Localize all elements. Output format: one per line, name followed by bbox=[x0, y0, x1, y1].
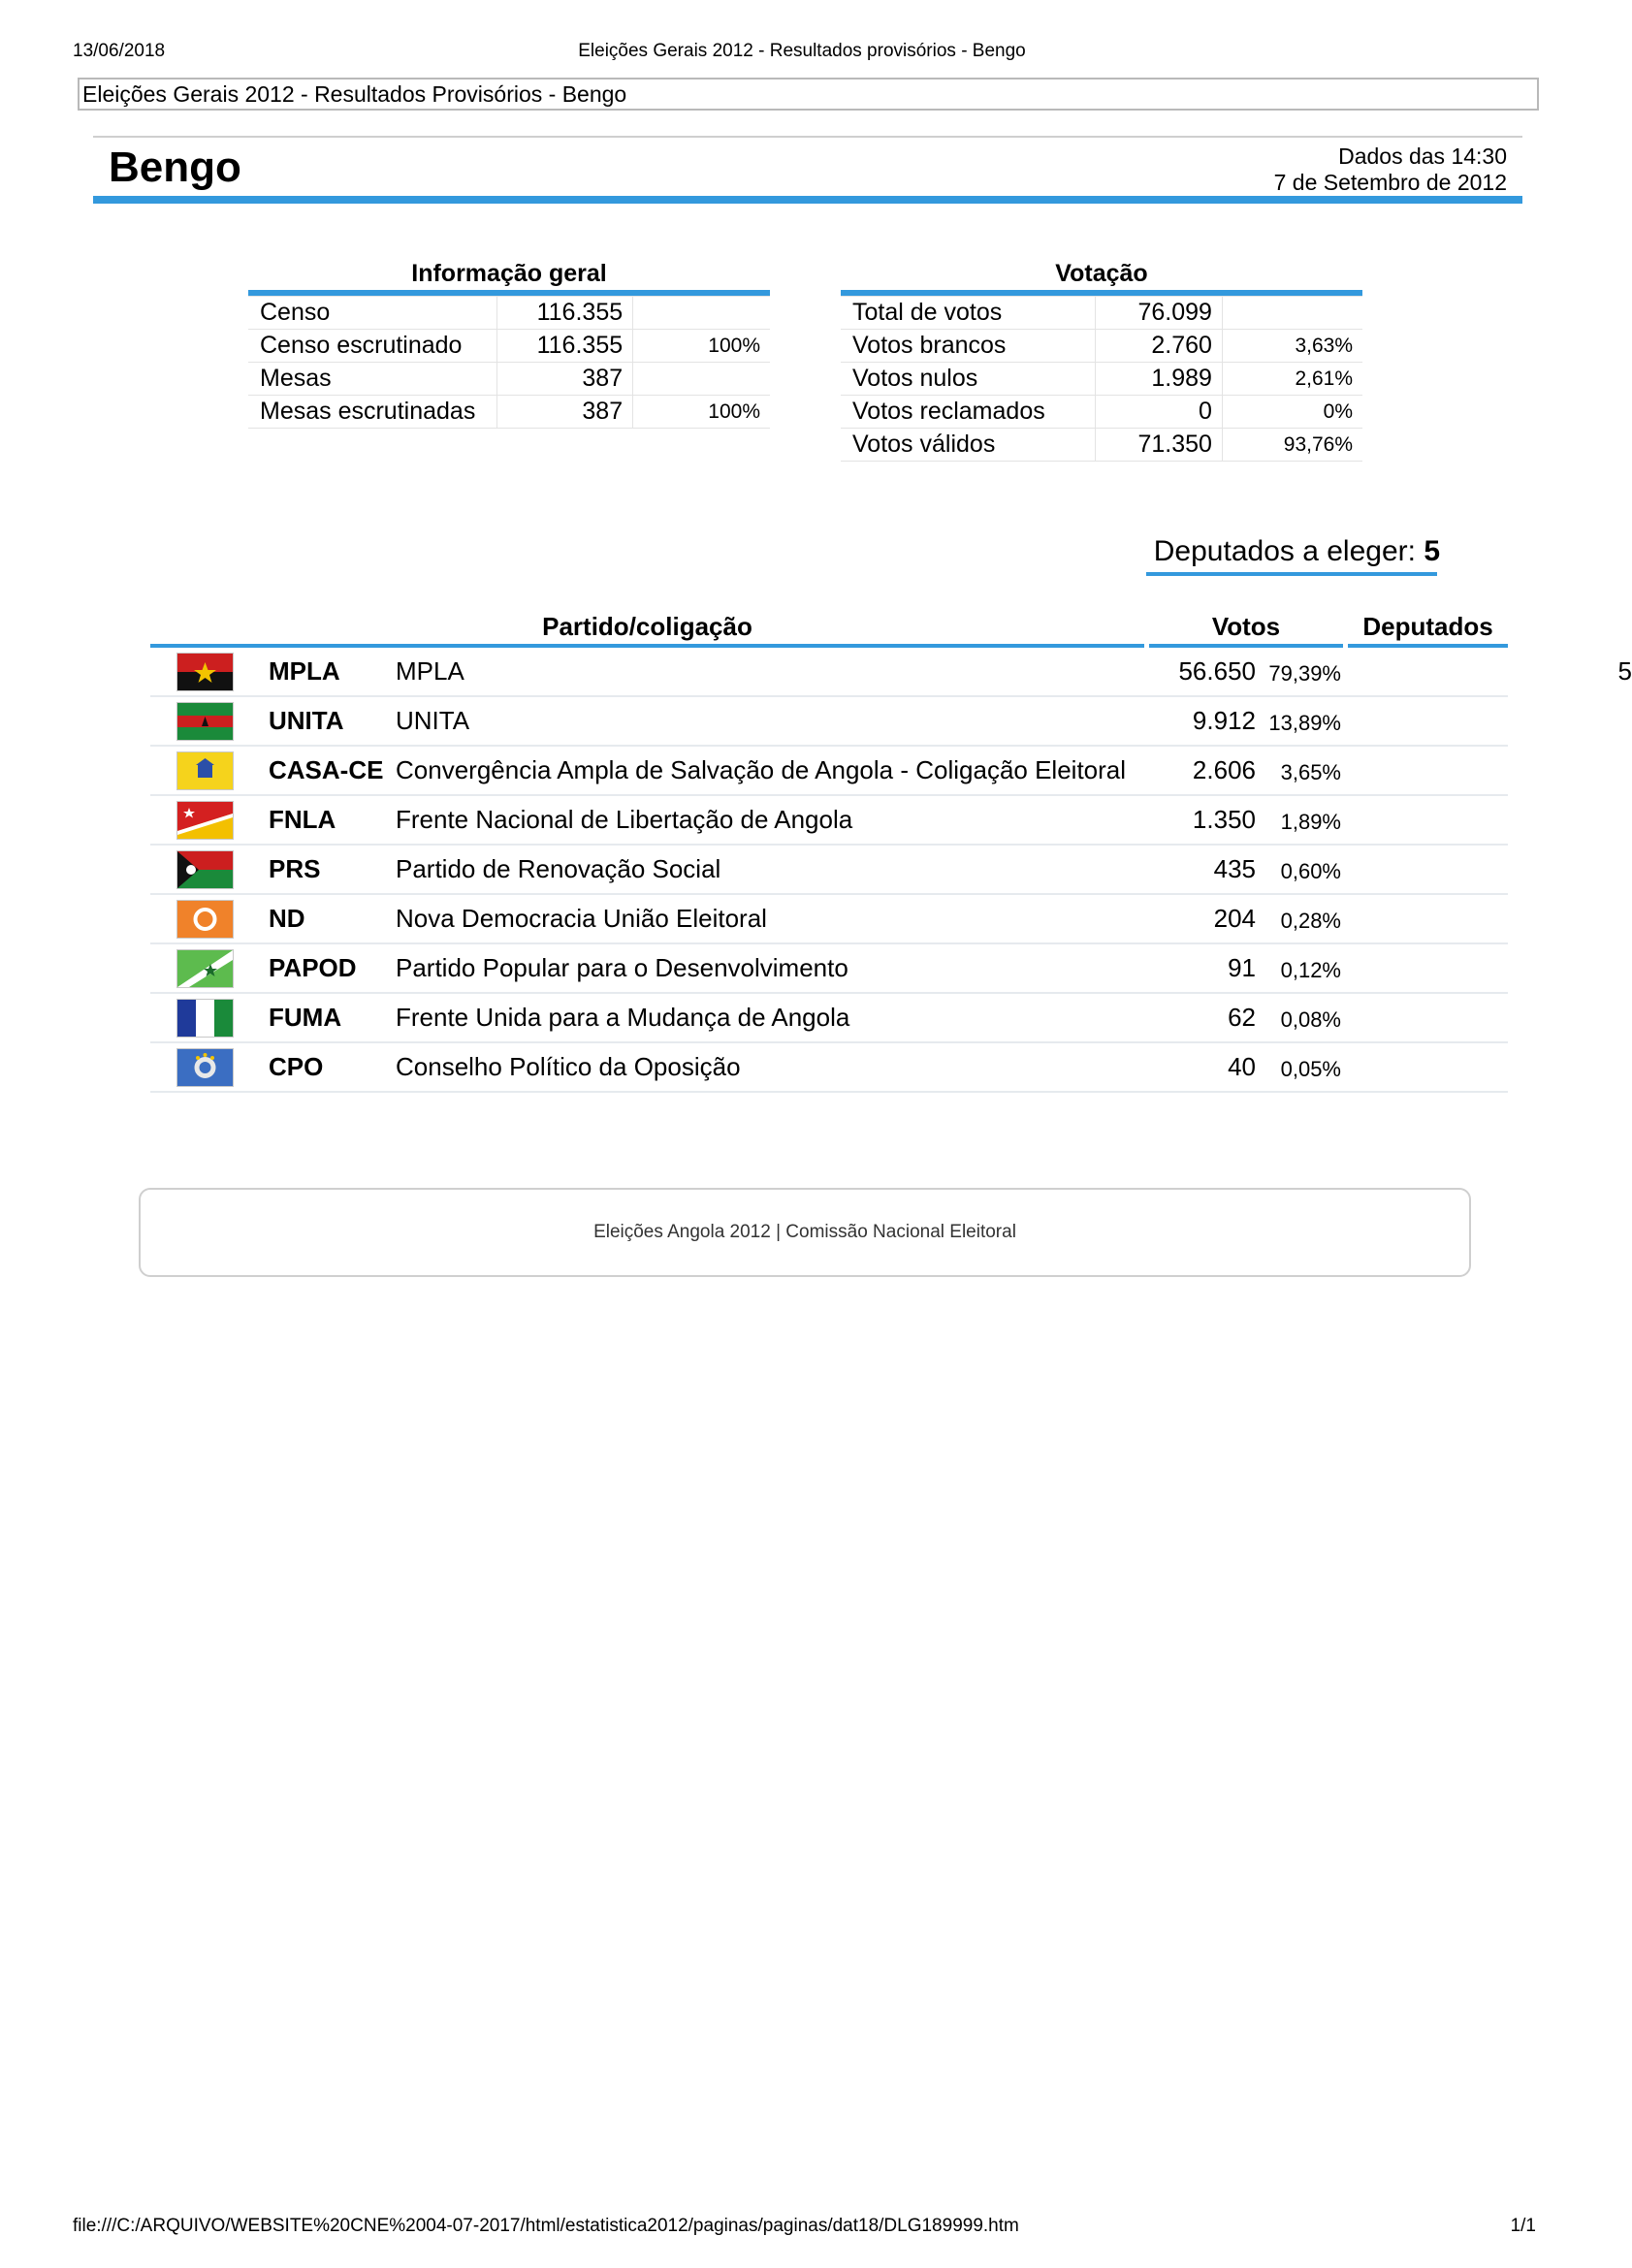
row-value: 116.355 bbox=[497, 330, 633, 363]
table-row bbox=[841, 330, 1362, 363]
party-votes: 9.912 bbox=[1192, 706, 1256, 735]
table-row bbox=[841, 429, 1362, 462]
deputies-to-elect bbox=[1149, 535, 1440, 568]
table-row bbox=[248, 363, 770, 396]
print-title: Eleições Gerais 2012 - Resultados provisórios - Bengo bbox=[578, 41, 1026, 61]
row-value: 0 bbox=[1096, 396, 1223, 429]
table-row bbox=[248, 330, 770, 363]
row-label: Censo bbox=[248, 297, 497, 330]
row-label: Mesas bbox=[248, 363, 497, 396]
party-abbr: MPLA bbox=[269, 656, 340, 686]
party-name: Partido de Renovação Social bbox=[396, 854, 721, 883]
party-abbr: FUMA bbox=[269, 1003, 342, 1032]
party-abbr: CPO bbox=[269, 1052, 324, 1081]
row-label: Censo escrutinado bbox=[248, 330, 497, 363]
result-row bbox=[150, 846, 1508, 895]
votes-column-header: Votos bbox=[1211, 612, 1281, 641]
print-url: file:///C:/ARQUIVO/WEBSITE%20CNE%2004-07-2017/html/estatistica2012/paginas/paginas/dat18/DLG189999.htm bbox=[73, 2216, 1019, 2236]
party-name: Conselho Político da Oposição bbox=[396, 1052, 741, 1081]
row-percent: 100% bbox=[633, 330, 770, 363]
nd-flag-icon bbox=[176, 900, 234, 939]
result-row bbox=[150, 1043, 1508, 1093]
print-page-number: 1/1 bbox=[1510, 2216, 1536, 2236]
row-label: Votos válidos bbox=[841, 429, 1096, 462]
row-label: Votos brancos bbox=[841, 330, 1096, 363]
row-percent: 3,63% bbox=[1222, 330, 1362, 363]
party-name: Frente Unida para a Mudança de Angola bbox=[396, 1003, 850, 1032]
party-votes: 435 bbox=[1213, 854, 1256, 883]
result-row bbox=[150, 747, 1508, 796]
party-votes: 62 bbox=[1228, 1003, 1256, 1032]
row-percent: 0% bbox=[1222, 396, 1362, 429]
row-percent bbox=[633, 297, 770, 330]
general-info-caption: Informação geral bbox=[411, 260, 607, 287]
region-header-bar bbox=[93, 196, 1522, 204]
update-info bbox=[1274, 144, 1507, 196]
fuma-flag-icon bbox=[176, 999, 234, 1038]
mpla-flag-icon bbox=[176, 653, 234, 691]
party-deputies: 5 bbox=[1617, 656, 1632, 686]
row-percent: 93,76% bbox=[1222, 429, 1362, 462]
party-abbr: PRS bbox=[269, 854, 321, 883]
deputies-underline bbox=[1146, 572, 1437, 576]
party-votes: 1.350 bbox=[1192, 805, 1256, 834]
cpo-flag-icon bbox=[176, 1048, 234, 1087]
table-row bbox=[248, 396, 770, 429]
party-votes: 2.606 bbox=[1192, 755, 1256, 784]
party-name: Nova Democracia União Eleitoral bbox=[396, 904, 767, 933]
table-row bbox=[248, 297, 770, 330]
party-percent: 0,08% bbox=[1280, 1007, 1341, 1032]
deputies-value: 5 bbox=[1424, 535, 1440, 567]
row-label: Votos nulos bbox=[841, 363, 1096, 396]
row-percent: 100% bbox=[633, 396, 770, 429]
unita-flag-icon bbox=[176, 702, 234, 741]
prs-flag-icon bbox=[176, 850, 234, 889]
row-value: 387 bbox=[497, 396, 633, 429]
deputies-label: Deputados a eleger: bbox=[1153, 535, 1416, 567]
party-percent: 0,60% bbox=[1280, 859, 1341, 883]
row-percent bbox=[633, 363, 770, 396]
party-abbr: CASA-CE bbox=[269, 755, 384, 784]
result-row bbox=[150, 895, 1508, 944]
row-value: 1.989 bbox=[1096, 363, 1223, 396]
party-votes: 56.650 bbox=[1178, 656, 1256, 686]
party-percent: 0,05% bbox=[1280, 1057, 1341, 1081]
result-row bbox=[150, 944, 1508, 994]
party-name: MPLA bbox=[396, 656, 464, 686]
party-name: Frente Nacional de Libertação de Angola bbox=[396, 805, 853, 834]
party-percent: 0,28% bbox=[1280, 909, 1341, 933]
row-percent: 2,61% bbox=[1222, 363, 1362, 396]
voting-table bbox=[841, 260, 1362, 462]
update-date: 7 de Setembro de 2012 bbox=[1273, 170, 1507, 195]
party-abbr: ND bbox=[269, 904, 305, 933]
row-value: 387 bbox=[497, 363, 633, 396]
row-label: Total de votos bbox=[841, 297, 1096, 330]
row-value: 71.350 bbox=[1096, 429, 1223, 462]
party-percent: 79,39% bbox=[1268, 661, 1341, 686]
papod-flag-icon bbox=[176, 949, 234, 988]
result-row bbox=[150, 796, 1508, 846]
party-percent: 0,12% bbox=[1280, 958, 1341, 982]
divider bbox=[93, 136, 1522, 138]
party-abbr: UNITA bbox=[269, 706, 344, 735]
result-row bbox=[150, 648, 1632, 697]
deputies-column-header: Deputados bbox=[1362, 612, 1493, 641]
party-percent: 13,89% bbox=[1268, 711, 1341, 735]
row-value: 76.099 bbox=[1096, 297, 1223, 330]
party-votes: 204 bbox=[1213, 904, 1256, 933]
party-column-header: Partido/coligação bbox=[542, 612, 752, 641]
party-name: Convergência Ampla de Salvação de Angola - Coligação Eleitoral bbox=[396, 755, 1127, 784]
party-name: UNITA bbox=[396, 706, 470, 735]
party-votes: 40 bbox=[1228, 1052, 1256, 1081]
update-time: Dados das 14:30 bbox=[1338, 144, 1507, 169]
row-label: Votos reclamados bbox=[841, 396, 1096, 429]
table-row bbox=[841, 363, 1362, 396]
table-row bbox=[841, 297, 1362, 330]
result-row bbox=[150, 697, 1508, 747]
region-name: Bengo bbox=[109, 144, 241, 191]
party-abbr: FNLA bbox=[269, 805, 336, 834]
row-label: Mesas escrutinadas bbox=[248, 396, 497, 429]
site-footer: Eleições Angola 2012 | Comissão Nacional Eleitoral bbox=[139, 1188, 1471, 1277]
party-percent: 1,89% bbox=[1280, 810, 1341, 834]
print-date: 13/06/2018 bbox=[73, 41, 166, 61]
party-votes: 91 bbox=[1228, 953, 1256, 982]
row-value: 2.760 bbox=[1096, 330, 1223, 363]
general-info-table bbox=[248, 260, 770, 429]
party-name: Partido Popular para o Desenvolvimento bbox=[396, 953, 848, 982]
row-percent bbox=[1222, 297, 1362, 330]
casa-ce-flag-icon bbox=[176, 751, 234, 790]
result-row bbox=[150, 994, 1508, 1043]
party-abbr: PAPOD bbox=[269, 953, 357, 982]
voting-caption: Votação bbox=[1055, 260, 1148, 287]
page-title-bar: Eleições Gerais 2012 - Resultados Provisórios - Bengo bbox=[78, 78, 1539, 111]
row-value: 116.355 bbox=[497, 297, 633, 330]
fnla-flag-icon bbox=[176, 801, 234, 840]
table-row bbox=[841, 396, 1362, 429]
party-percent: 3,65% bbox=[1280, 760, 1341, 784]
